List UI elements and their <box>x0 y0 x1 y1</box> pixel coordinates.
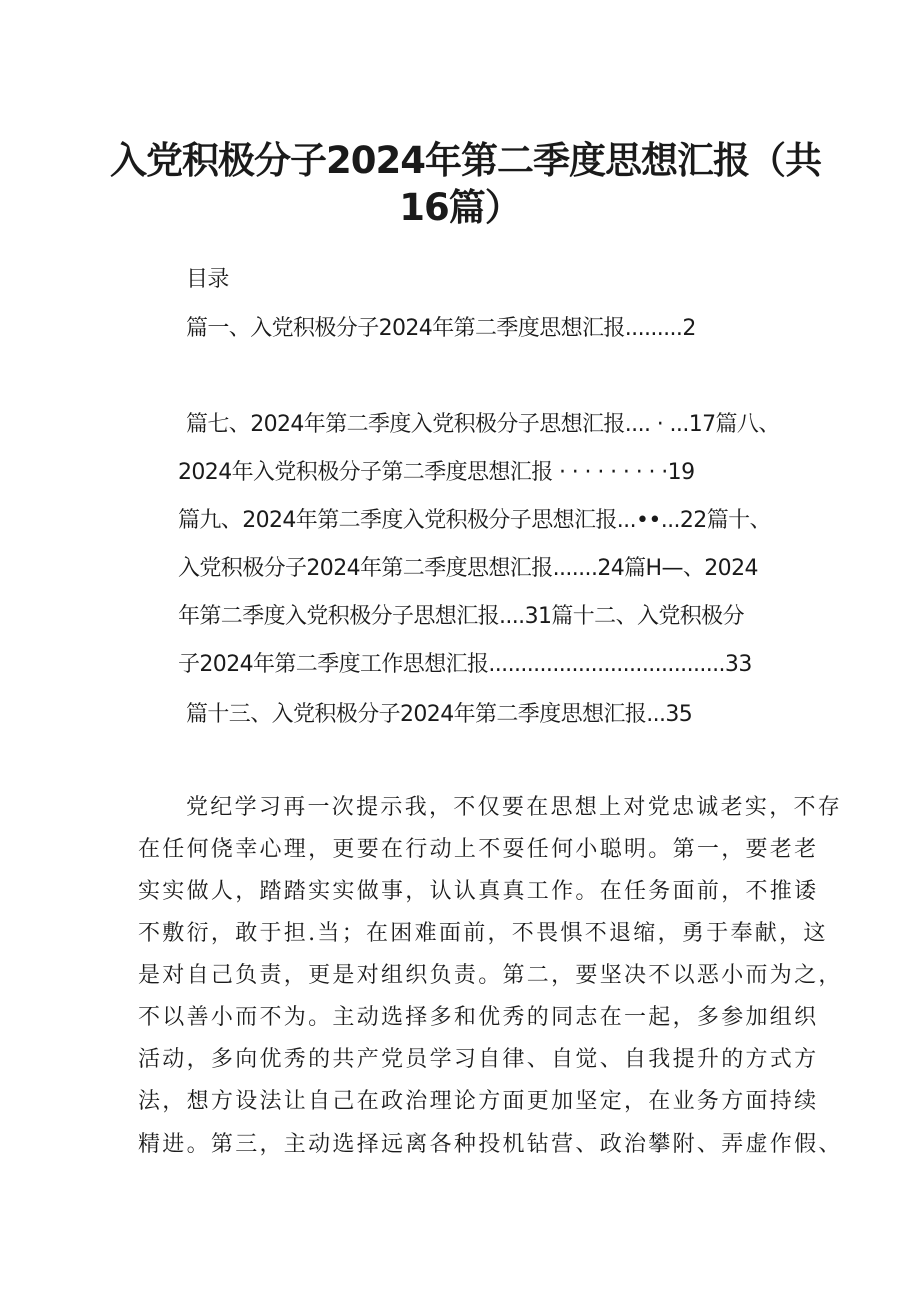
body-paragraph-line: 不敷衍，敢于担.当；在困难面前，不畏惧不退缩，勇于奉献，这 <box>138 921 828 946</box>
body-paragraph-line: 党纪学习再一次提示我，不仅要在思想上对党忠诚老实，不存 <box>186 795 843 820</box>
toc-entry: 篇七、2024年第二季度入党积极分子思想汇报.... · ...17篇八、 <box>186 412 780 437</box>
toc-entry: 篇一、入党积极分子2024年第二季度思想汇报.........2 <box>186 316 696 341</box>
toc-entry: 子2024年第二季度工作思想汇报.....................................33 <box>178 652 752 677</box>
body-paragraph-line: 精进。第三，主动选择远离各种投机钻营、政治攀附、弄虚作假、 <box>138 1132 843 1157</box>
body-paragraph-line: 是对自己负责，更是对组织负责。第二，要坚决不以恶小而为之， <box>138 963 843 988</box>
toc-entry: 年第二季度入党积极分子思想汇报....31篇十二、入党积极分 <box>178 604 744 629</box>
document-title: 入党积极分子2024年第二季度思想汇报（共 <box>110 139 821 182</box>
toc-entry: 2024年入党积极分子第二季度思想汇报 · · · · · · · · ·19 <box>178 460 695 485</box>
body-paragraph-line: 法，想方设法让自己在政治理论方面更加坚定，在业务方面持续 <box>138 1089 819 1114</box>
toc-entry: 篇十三、入党积极分子2024年第二季度思想汇报...35 <box>186 702 693 727</box>
body-paragraph-line: 不以善小而不为。主动选择多和优秀的同志在一起，多参加组织 <box>138 1005 819 1030</box>
toc-heading: 目录 <box>186 267 229 292</box>
body-paragraph-line: 实实做人，踏踏实实做事，认认真真工作。在任务面前，不推诿 <box>138 879 819 904</box>
body-paragraph-line: 在任何侥幸心理，更要在行动上不耍任何小聪明。第一，要老老 <box>138 837 819 862</box>
document-title-continued: 16篇） <box>399 186 521 229</box>
toc-entry: 篇九、2024年第二季度入党积极分子思想汇报...••...22篇十、 <box>178 508 771 533</box>
toc-entry: 入党积极分子2024年第二季度思想汇报.......24篇H—、2024 <box>178 556 758 581</box>
body-paragraph-line: 活动，多向优秀的共产党员学习自律、自觉、自我提升的方式方 <box>138 1047 819 1072</box>
